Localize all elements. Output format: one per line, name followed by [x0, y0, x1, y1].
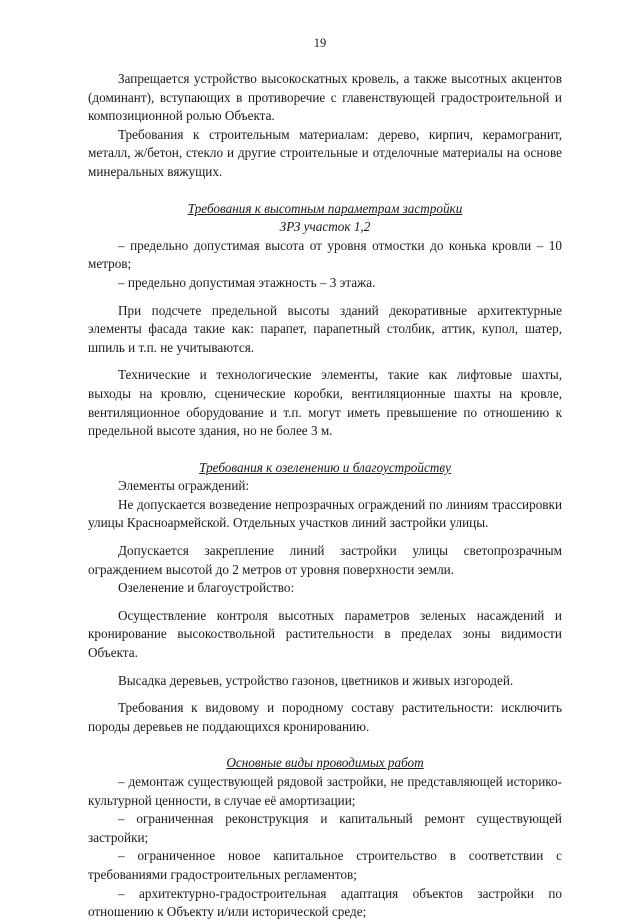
- list-item: – ограниченная реконструкция и капитальный ремонт существующей застройки;: [88, 811, 562, 845]
- list-item: – ограниченное новое капитальное строительство в соответствии с требованиями градостроительных регламентов;: [88, 848, 562, 882]
- section-heading-works: Основные виды проводимых работ: [226, 755, 424, 771]
- subsection-label-greening: Озеленение и благоустройство:: [118, 580, 295, 596]
- paragraph: Требования к строительным материалам: дерево, кирпич, керамогранит, металл, ж/бетон, стекло и другие строительные и отделочные материалы на основе минеральных вяжущих.: [88, 126, 562, 179]
- paragraph: Высадка деревьев, устройство газонов, цветников и живых изгородей.: [118, 672, 514, 688]
- list-item: – архитектурно-градостроительная адаптация объектов застройки по отношению к Объекту и/или исторической среде;: [88, 885, 562, 920]
- paragraph: Осуществление контроля высотных параметров зеленых насаждений и кронирование высокоствольной растительности в пределах зоны видимости Объекта.: [88, 607, 562, 661]
- section-subheading-zone: ЗРЗ участок 1,2: [279, 219, 371, 235]
- list-item: – демонтаж существующей рядовой застройки, не представляющей историко-культурной ценности, в случае её амортизации;: [88, 774, 562, 808]
- list-item: – предельно допустимая высота от уровня отмостки до конька кровли – 10 метров;: [88, 237, 562, 272]
- paragraph: Требования к видовому и породному составу растительности: исключить породы деревьев не поддающихся кронированию.: [88, 700, 562, 734]
- paragraph: При подсчете предельной высоты зданий декоративные архитектурные элементы фасада такие как: парапет, парапетный столбик, аттик, купол, шатер, шпиль и т.п. не учитываются.: [88, 302, 562, 355]
- page-number: 19: [313, 36, 327, 50]
- page-content: [88, 70, 562, 922]
- paragraph: Запрещается устройство высокоскатных кровель, а также высотных акцентов (доминант), вступающих в противоречие с главенствующей градостроительной и композиционной ролью Объекта.: [88, 71, 562, 124]
- paragraph: Технические и технологические элементы, такие как лифтовые шахты, выходы на кровлю, сценические коробки, вентиляционные шахты на кровле, вентиляционное оборудование и т.п. могут иметь превышение по отношению к предельной высоте здания, но не более 3 м.: [88, 367, 562, 439]
- section-heading-height: Требования к высотным параметрам застройки: [187, 200, 463, 216]
- paragraph: Допускается закрепление линий застройки улицы светопрозрачным ограждением высотой до 2 метров от уровня поверхности земли.: [88, 543, 562, 577]
- subsection-label-fences: Элементы ограждений:: [118, 478, 250, 494]
- section-heading-landscape: Требования к озеленению и благоустройству: [199, 459, 451, 475]
- paragraph: Не допускается возведение непрозрачных ограждений по линиям трассировки улицы Красноармейской. Отдельных участков линий застройки улицы.: [88, 496, 562, 531]
- list-item: – предельно допустимая этажность – 3 этажа.: [118, 274, 376, 290]
